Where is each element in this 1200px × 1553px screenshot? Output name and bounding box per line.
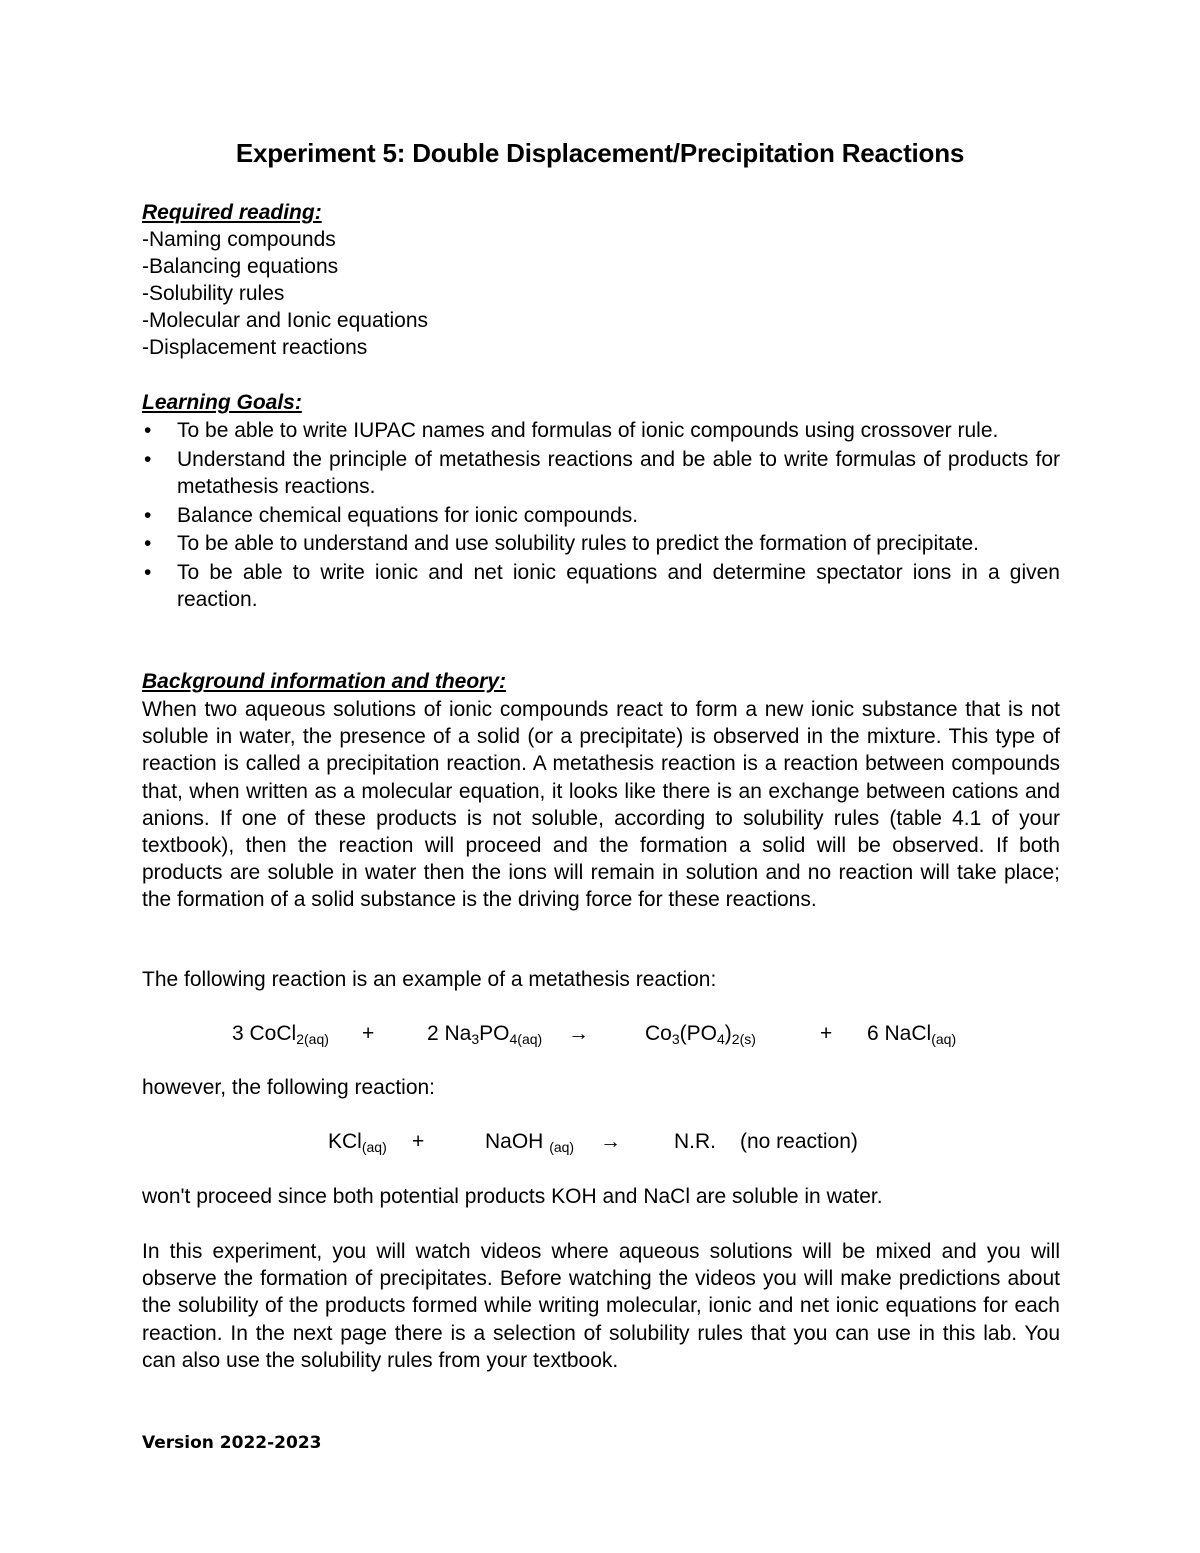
- goal-text: To be able to understand and use solubility rules to predict the formation of precipitate.: [177, 532, 979, 555]
- reaction-arrow-icon: →: [568, 1022, 589, 1045]
- learning-goals-heading: Learning Goals:: [142, 391, 302, 414]
- background-paragraph: When two aqueous solutions of ionic compounds react to form a new ionic substance that is not soluble in water, the presence of a solid (or a precipitate) is observed in the mixture. This type of reaction is called a precipitation reaction. A metathesis reaction is a reaction between compounds that, when written as a molecular equation, it looks like there is an exchange between cations and anions. If one of these products is not soluble, according to solubility rules (table 4.1 of your textbook), then the reaction will proceed and the formation a solid will be observed. If both products are soluble in water then the ions will remain in solution and no reaction will take place; the formation of a solid substance is the driving force for these reactions.: [142, 698, 1060, 912]
- reactant-cocl2: 3 CoCl$_{2(aq)}$: [232, 1022, 329, 1047]
- reading-item: -Solubility rules: [142, 282, 285, 305]
- plus-sign: +: [362, 1022, 375, 1045]
- bullet-icon: •: [144, 560, 152, 584]
- version-footer: Version 2022-2023: [142, 1433, 322, 1453]
- reading-item: -Displacement reactions: [142, 336, 368, 359]
- plus-sign: +: [820, 1022, 833, 1045]
- background-heading: Background information and theory:: [142, 670, 507, 693]
- reactant-na3po4: 2 $Na_3PO_{4(aq)}$: [427, 1022, 543, 1047]
- equation-metathesis: [0, 1022, 1200, 1052]
- list-item: [142, 417, 1060, 445]
- bullet-icon: •: [144, 532, 152, 555]
- list-item: [142, 502, 1060, 530]
- bullet-icon: •: [144, 447, 152, 471]
- bullet-icon: •: [144, 419, 152, 442]
- page-title: Experiment 5: Double Displacement/Precipitation Reactions: [235, 138, 965, 168]
- list-item: [142, 559, 1060, 614]
- bullet-icon: •: [144, 503, 152, 527]
- list-item: [142, 446, 1060, 501]
- product-nacl: 6 NaCl$_{(aq)}$: [867, 1022, 957, 1047]
- goal-text: Balance chemical equations for ionic compounds.: [177, 503, 639, 527]
- reactant-naoh: NaOH $_{(aq)}$: [485, 1130, 575, 1155]
- no-reaction-note: (no reaction): [740, 1130, 858, 1153]
- however-text: however, the following reaction:: [142, 1076, 436, 1099]
- equation-no-reaction: [0, 1130, 1200, 1160]
- reading-item: -Balancing equations: [142, 255, 339, 278]
- goal-text: To be able to write IUPAC names and formulas of ionic compounds using crossover rule.: [177, 419, 999, 442]
- reading-item: -Naming compounds: [142, 228, 336, 251]
- no-reaction-result: N.R.: [674, 1130, 716, 1153]
- reading-item: -Molecular and Ionic equations: [142, 309, 429, 332]
- reactant-kcl: KCl$_{(aq)}$: [328, 1130, 387, 1155]
- wont-proceed-text: won't proceed since both potential products KOH and NaCl are soluble in water.: [142, 1185, 883, 1208]
- required-reading-heading: Required reading:: [142, 201, 322, 224]
- example-intro: The following reaction is an example of a metathesis reaction:: [142, 968, 717, 991]
- goal-text: To be able to write ionic and net ionic equations and determine spectator ions in a given reaction.: [177, 560, 1060, 611]
- experiment-paragraph: In this experiment, you will watch videos where aqueous solutions will be mixed and you will observe the formation of precipitates. Before watching the videos you will make predictions about the solubility of the products formed while writing molecular, ionic and net ionic equations for each reaction. In the next page there is a selection of solubility rules that you can use in this lab. You can also use the solubility rules from your textbook.: [142, 1240, 1060, 1372]
- goal-text: Understand the principle of metathesis reactions and be able to write formulas of products for metathesis reactions.: [177, 447, 1060, 498]
- product-co3po42: $Co_3(PO_4)_{2(s)}$: [645, 1022, 756, 1047]
- plus-sign: +: [412, 1130, 425, 1153]
- learning-goals-list: [142, 417, 1060, 615]
- reaction-arrow-icon: →: [600, 1130, 621, 1153]
- list-item: [142, 530, 1060, 558]
